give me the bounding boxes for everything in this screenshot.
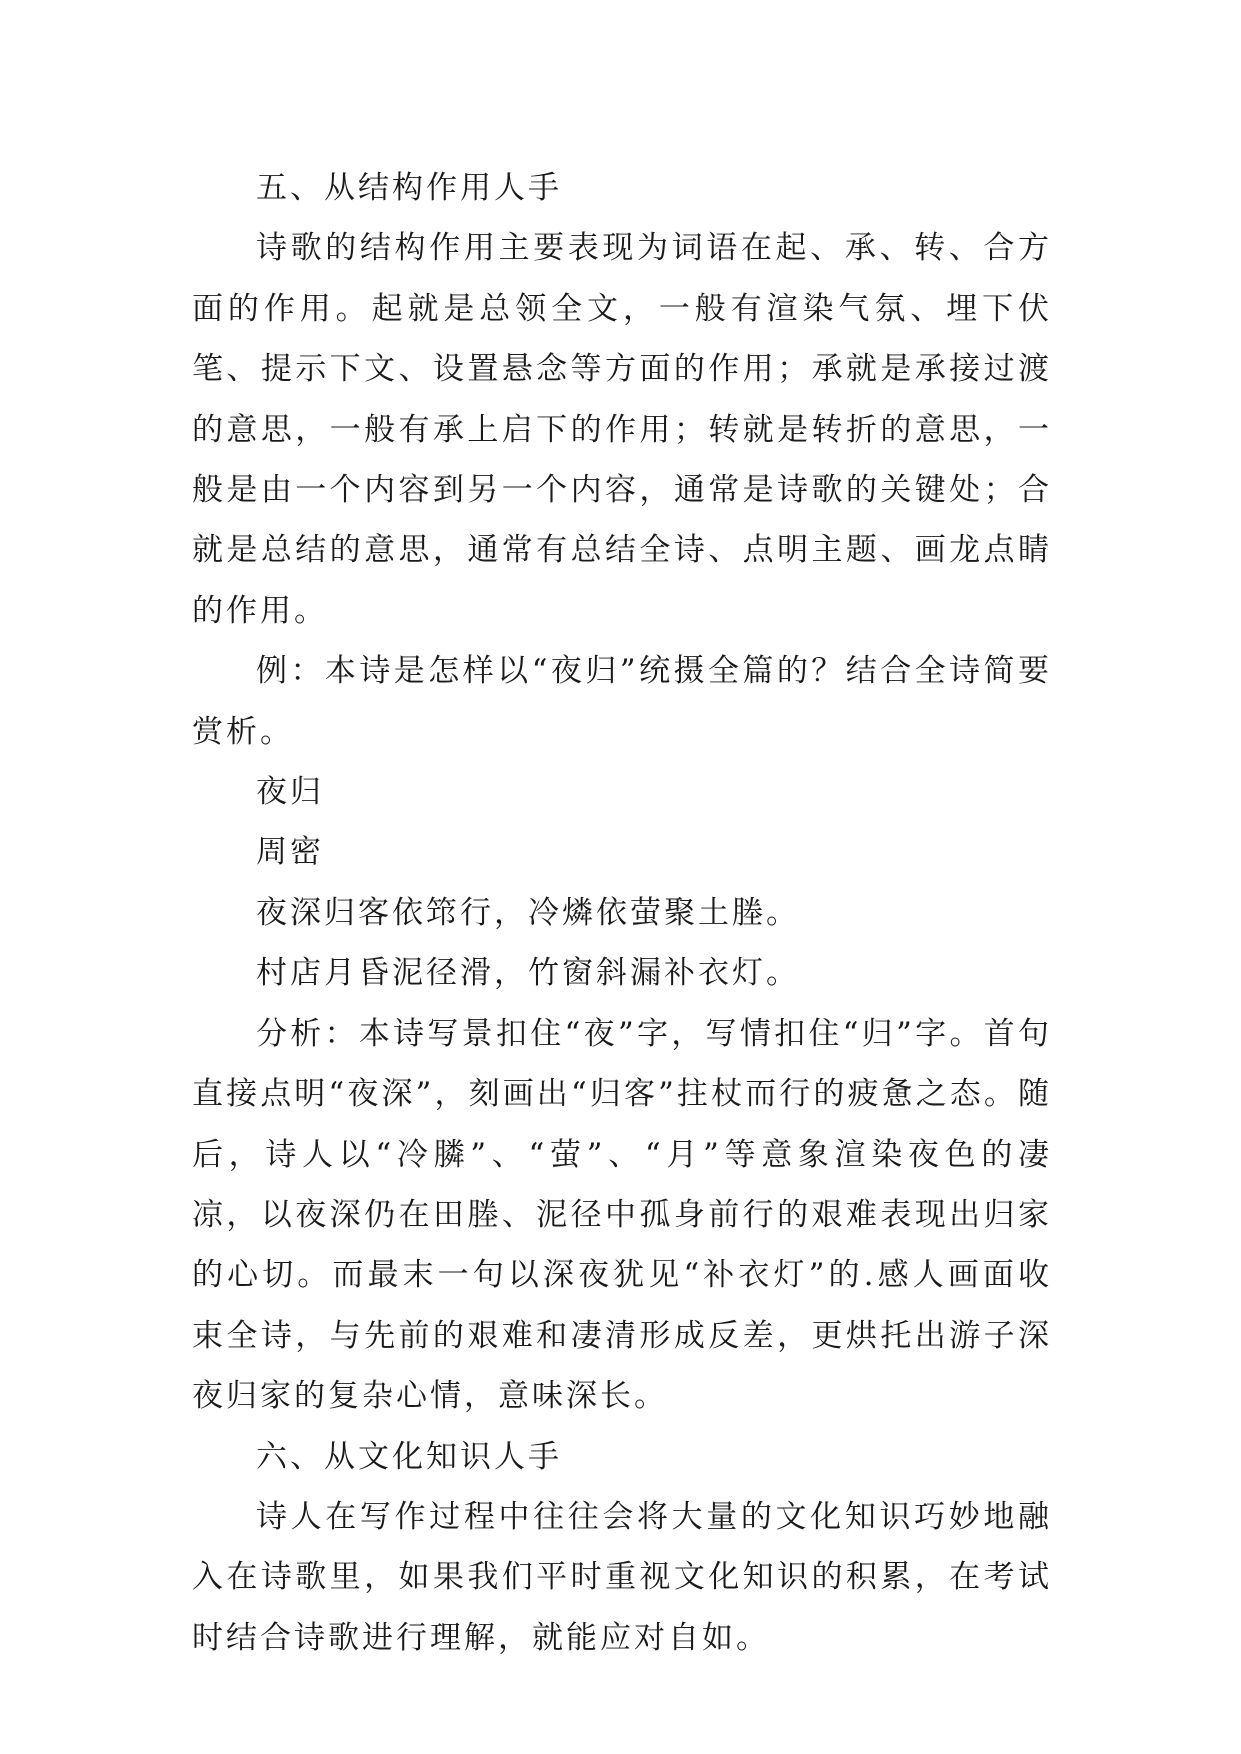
- poem-author: 周密: [256, 834, 324, 871]
- poem-title: 夜归: [256, 774, 324, 811]
- section-5-paragraph: 诗歌的结构作用主要表现为词语在起、承、转、合方面的作用。起就是总领全文，一般有渲染气氛、埋下伏笔、提示下文、设置悬念等方面的作用；承就是承接过渡的意思，一般有承上启下的作用；转就是转折的意思，一般是由一个内容到另一个内容，通常是诗歌的关键处；合就是总结的意思，通常有总结全诗、点明主题、画龙点睛的作用。: [192, 230, 1052, 629]
- document-body: [192, 158, 1052, 1668]
- example-question: 例：本诗是怎样以“夜归”统摄全篇的？结合全诗简要赏析。: [192, 653, 1052, 750]
- poem-line: 夜深归客依筇行，冷燐依萤聚土塍。: [256, 894, 800, 931]
- section-heading-5: 五、从结构作用人手: [256, 170, 562, 206]
- section-heading-6: 六、从文化知识人手: [256, 1438, 562, 1475]
- analysis-paragraph: 分析：本诗写景扣住“夜”字，写情扣住“归”字。首句直接点明“夜深”，刻画出“归客”拄杖而行的疲惫之态。随后，诗人以“冷膦”、“萤”、“月”等意象渲染夜色的凄凉，以夜深仍在田塍、泥径中孤身前行的艰难表现出归家的心切。而最末一句以深夜犹见“补衣灯”的.感人画面收束全诗，与先前的艰难和凄清形成反差，更烘托出游子深夜归家的复杂心情，意味深长。: [192, 1015, 1052, 1415]
- poem-line: 村店月昏泥径滑，竹窗斜漏补衣灯。: [256, 955, 800, 992]
- section-6-paragraph: 诗人在写作过程中往往会将大量的文化知识巧妙地融入在诗歌里，如果我们平时重视文化知识的积累，在考试时结合诗歌进行理解，就能应对自如。: [192, 1498, 1052, 1656]
